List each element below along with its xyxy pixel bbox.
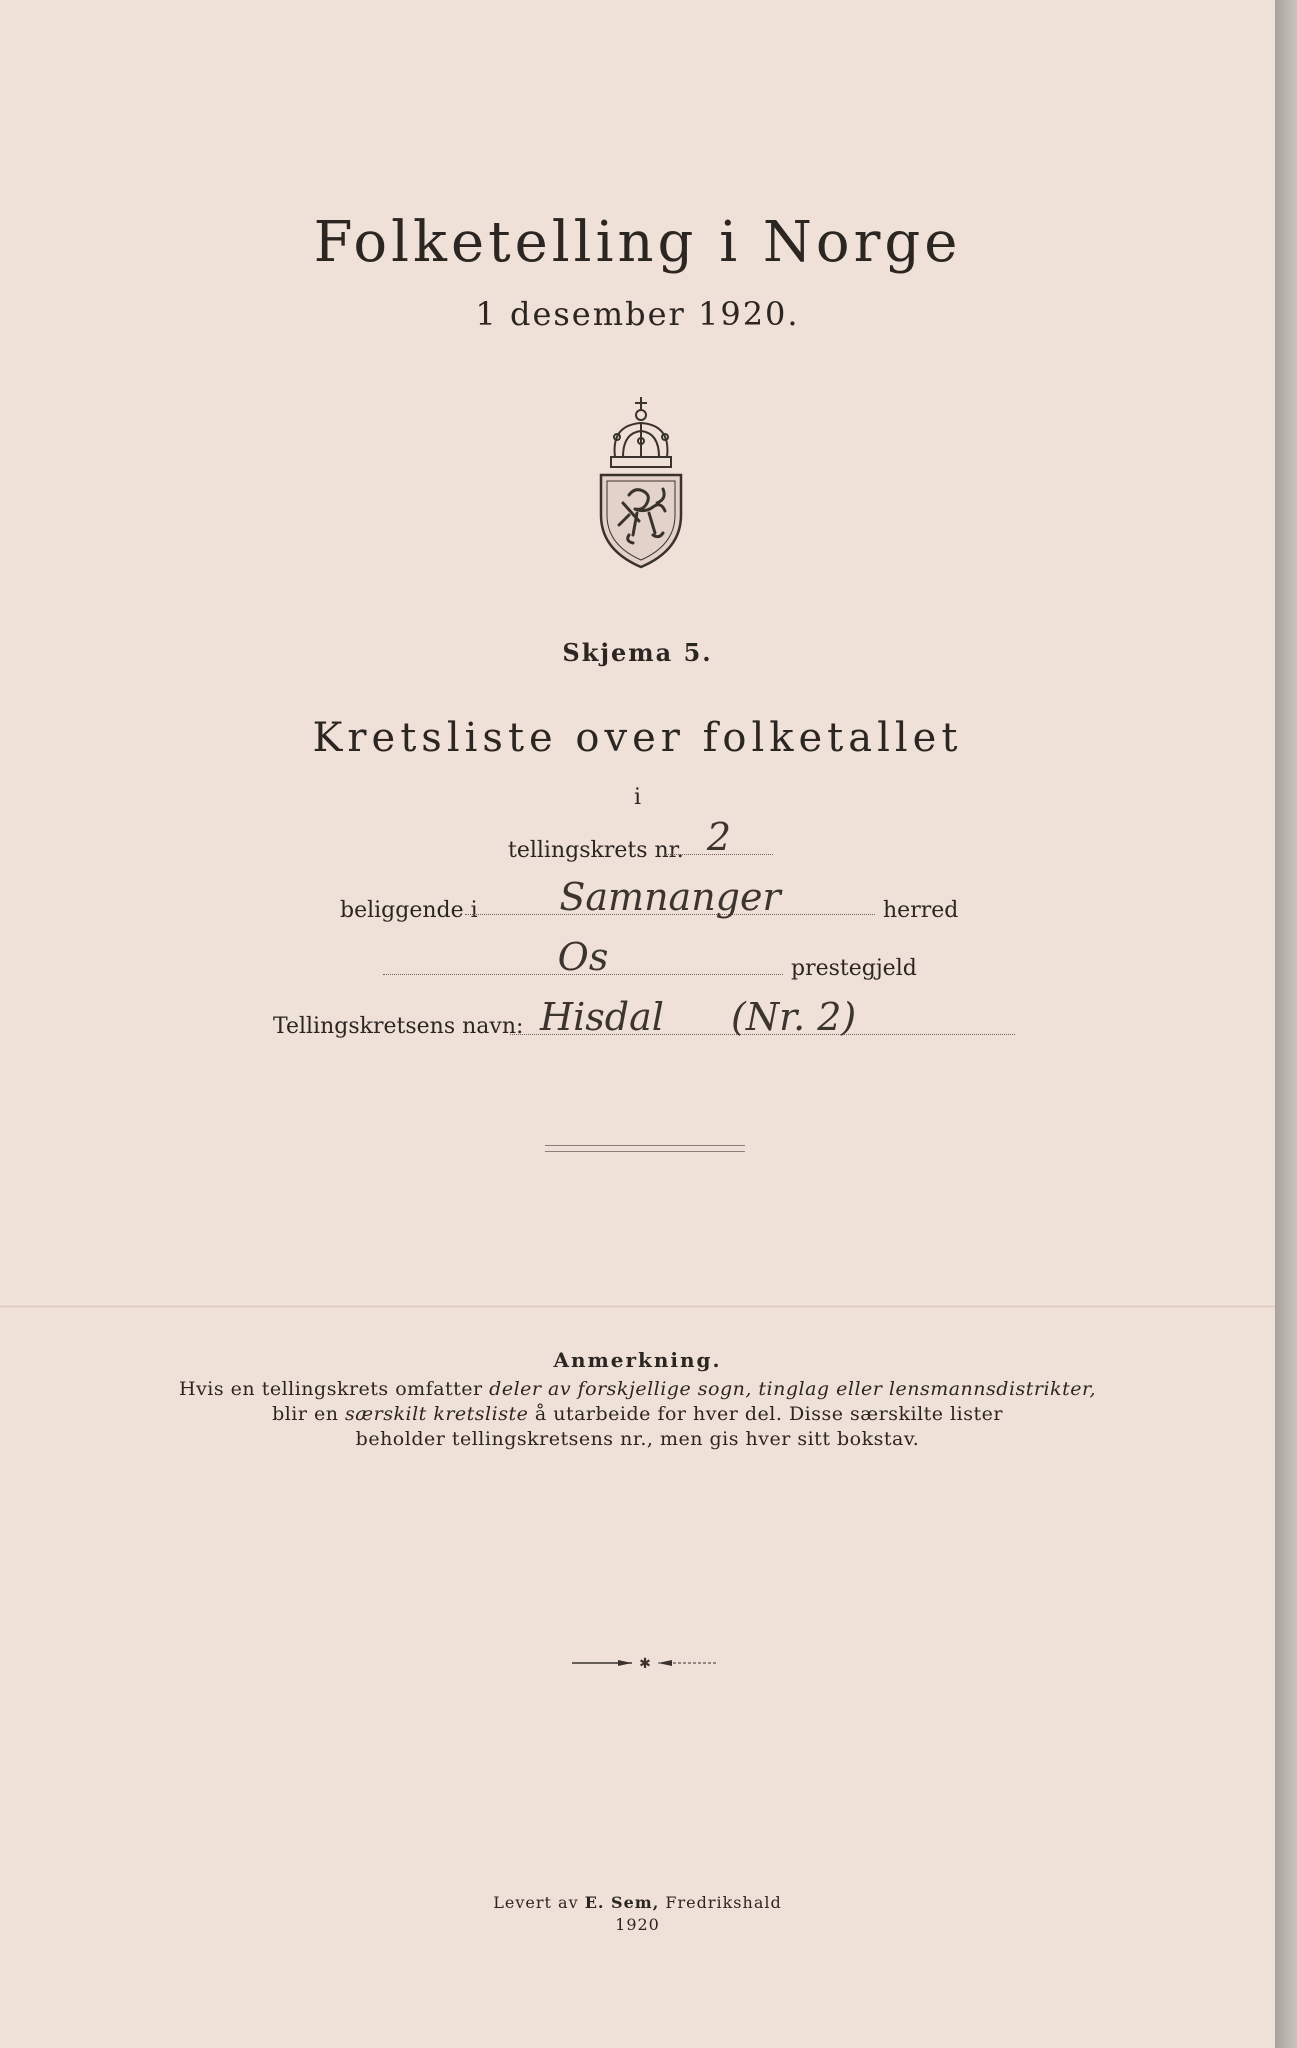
preposition: i bbox=[633, 785, 642, 810]
note-line-2-text-a: blir en bbox=[272, 1403, 346, 1425]
census-date: 1 desember 1920. bbox=[475, 295, 800, 333]
printer-credit bbox=[0, 1893, 1275, 1912]
district-number-value: 2 bbox=[665, 820, 773, 855]
printer-location: Fredrikshald bbox=[659, 1893, 782, 1912]
district-name-line bbox=[510, 995, 1015, 1039]
ornament-divider-icon bbox=[570, 1656, 720, 1670]
district-number-label: tellingskrets nr. bbox=[508, 838, 684, 863]
note-title: Anmerkning. bbox=[553, 1348, 722, 1372]
section-divider bbox=[545, 1145, 745, 1152]
district-name-label: Tellingskretsens navn: bbox=[273, 1014, 524, 1039]
print-year: 1920 bbox=[615, 1915, 660, 1934]
note-line-3: beholder tellingskretsens nr., men gis hver sitt bokstav. bbox=[355, 1428, 920, 1450]
form-heading: Kretsliste over folketallet bbox=[312, 715, 963, 761]
municipality-value: Samnanger bbox=[465, 880, 875, 915]
page-edge-shadow bbox=[1275, 0, 1297, 2048]
svg-text:✱: ✱ bbox=[639, 1656, 651, 1670]
note-line-2 bbox=[0, 1403, 1275, 1425]
parish-suffix: prestegjeld bbox=[791, 956, 917, 981]
note-line-1-emphasis: deler av forskjellige sogn, tinglag eller lensmannsdistrikter, bbox=[489, 1378, 1096, 1400]
norwegian-coat-of-arms-icon bbox=[593, 395, 689, 570]
paper-fold bbox=[0, 1305, 1275, 1308]
printer-credit-prefix: Levert av bbox=[493, 1893, 585, 1912]
located-in-label: beliggende i bbox=[340, 898, 478, 923]
parish-value: Os bbox=[383, 940, 783, 975]
note-line-2-text-b: å utarbeide for hver del. Disse særskilte lister bbox=[528, 1403, 1003, 1425]
district-name-note: (Nr. 2) bbox=[731, 995, 857, 1039]
note-line-1 bbox=[0, 1378, 1275, 1400]
document-title: Folketelling i Norge bbox=[313, 210, 962, 275]
schema-number: Skjema 5. bbox=[562, 638, 713, 667]
municipality-suffix: herred bbox=[883, 898, 959, 923]
note-line-2-emphasis: særskilt kretsliste bbox=[345, 1403, 529, 1425]
note-line-1-text: Hvis en tellingskrets omfatter bbox=[179, 1378, 490, 1400]
district-name-value: Hisdal bbox=[540, 995, 664, 1039]
printer-name: E. Sem, bbox=[584, 1893, 660, 1912]
